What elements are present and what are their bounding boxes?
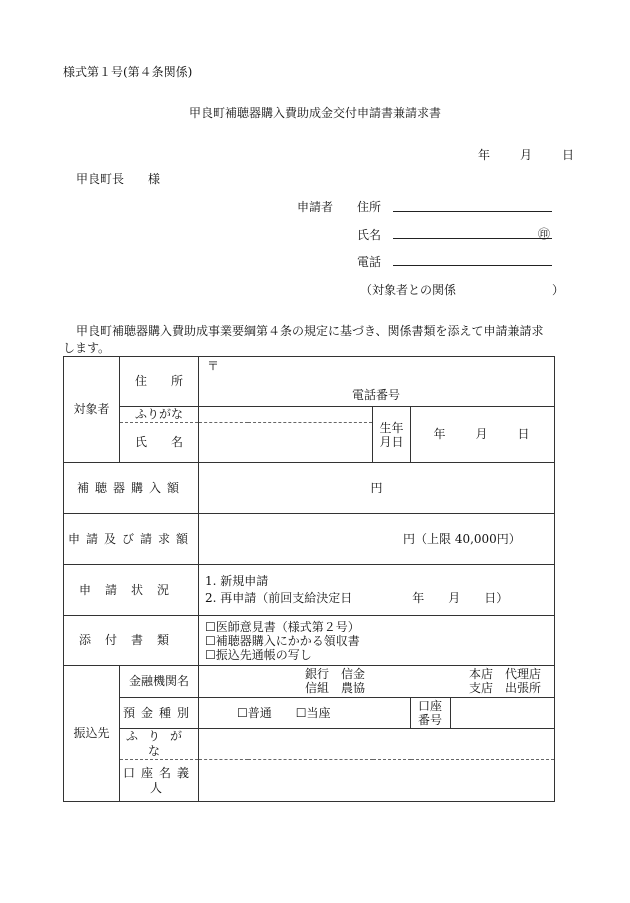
holder-label: 口座名義人 bbox=[120, 760, 199, 802]
attachments bbox=[199, 616, 555, 666]
status-label: 申請状況 bbox=[64, 565, 199, 616]
deposit-label: 預金種別 bbox=[120, 698, 199, 729]
attach-receipt[interactable]: ☐補聴器購入にかかる領収書 bbox=[205, 633, 360, 648]
birth-label-line1: 生年 bbox=[379, 420, 404, 435]
birth-label-line2: 月日 bbox=[379, 434, 404, 449]
date-line: 年 月 日 bbox=[478, 148, 577, 162]
status-new[interactable]: 1. 新規申請 bbox=[205, 574, 269, 588]
name-label: 氏 名 bbox=[120, 423, 199, 463]
applicant-name-label: 氏名 bbox=[357, 228, 382, 242]
application-table bbox=[63, 356, 555, 802]
account-number-label bbox=[411, 699, 449, 727]
applicant-phone-label: 電話 bbox=[357, 255, 382, 269]
furigana-label: ふりがな bbox=[120, 407, 199, 423]
request-label: 申請及び請求額 bbox=[64, 514, 199, 565]
subject-label: 対象者 bbox=[64, 357, 120, 463]
account-number-label-line1: 口座 bbox=[417, 699, 442, 713]
relation-text: （対象者との関係 ） bbox=[360, 283, 565, 297]
applicant-address-field[interactable] bbox=[393, 211, 552, 212]
purchase-value[interactable]: 円 bbox=[199, 463, 555, 514]
deposit-options[interactable]: ☐普通 ☐当座 bbox=[199, 698, 411, 729]
furigana-field[interactable] bbox=[199, 407, 373, 423]
status-options[interactable] bbox=[199, 565, 555, 616]
name-field[interactable] bbox=[199, 423, 373, 463]
bank-type bbox=[305, 667, 365, 695]
bank-label: 金融機関名 bbox=[120, 666, 199, 698]
attach-label: 添付書類 bbox=[64, 616, 199, 666]
bank-name-field[interactable] bbox=[199, 666, 555, 698]
holder-name-field[interactable] bbox=[199, 760, 555, 802]
postal-mark: 〒 bbox=[207, 359, 220, 373]
account-number-label-line2: 番号 bbox=[417, 713, 442, 727]
applicant-address-label: 住所 bbox=[357, 200, 382, 214]
attach-doctor-opinion[interactable]: ☐医師意見書（様式第２号） bbox=[205, 619, 360, 634]
body-text-cont: します。 bbox=[63, 341, 111, 355]
applicant-label: 申請者 bbox=[297, 200, 334, 214]
purchase-label: 補聴器購入額 bbox=[64, 463, 199, 514]
birth-label bbox=[373, 407, 411, 463]
branch-type-line2: 支店 出張所 bbox=[469, 681, 542, 695]
branch-type-line1: 本店 代理店 bbox=[469, 667, 542, 681]
branch-type bbox=[469, 667, 541, 695]
furigana2-label: ふりがな bbox=[120, 729, 199, 760]
bank-type-line2: 信組 農協 bbox=[305, 681, 366, 695]
form-title: 甲良町補聴器購入費助成金交付申請書兼請求書 bbox=[188, 106, 441, 120]
transfer-label: 振込先 bbox=[64, 666, 120, 802]
account-number-cell bbox=[411, 698, 555, 729]
addressee: 甲良町長 様 bbox=[76, 172, 161, 186]
holder-furigana-field[interactable] bbox=[199, 729, 555, 760]
subject-address-cell[interactable] bbox=[199, 357, 555, 407]
body-text: 甲良町補聴器購入費助成事業要綱第４条の規定に基づき、関係書類を添えて申請兼請求 bbox=[76, 324, 544, 338]
applicant-name-field[interactable] bbox=[393, 238, 552, 239]
form-number: 様式第１号(第４条関係) bbox=[63, 65, 193, 79]
request-value[interactable]: 円（上限 40,000円） bbox=[199, 514, 555, 565]
phone-number-label: 電話番号 bbox=[352, 388, 401, 402]
bank-type-line1: 銀行 信金 bbox=[305, 667, 366, 681]
birth-date-field[interactable]: 年 月 日 bbox=[411, 407, 555, 463]
seal-mark: ㊞ bbox=[538, 227, 551, 241]
attach-passbook[interactable]: ☐振込先通帳の写し bbox=[205, 647, 312, 662]
address-label: 住 所 bbox=[120, 357, 199, 407]
account-number-divider bbox=[450, 698, 451, 728]
status-reapply[interactable]: 2. 再申請（前回支給決定日 年 月 日） bbox=[205, 591, 509, 605]
applicant-phone-field[interactable] bbox=[393, 265, 552, 266]
